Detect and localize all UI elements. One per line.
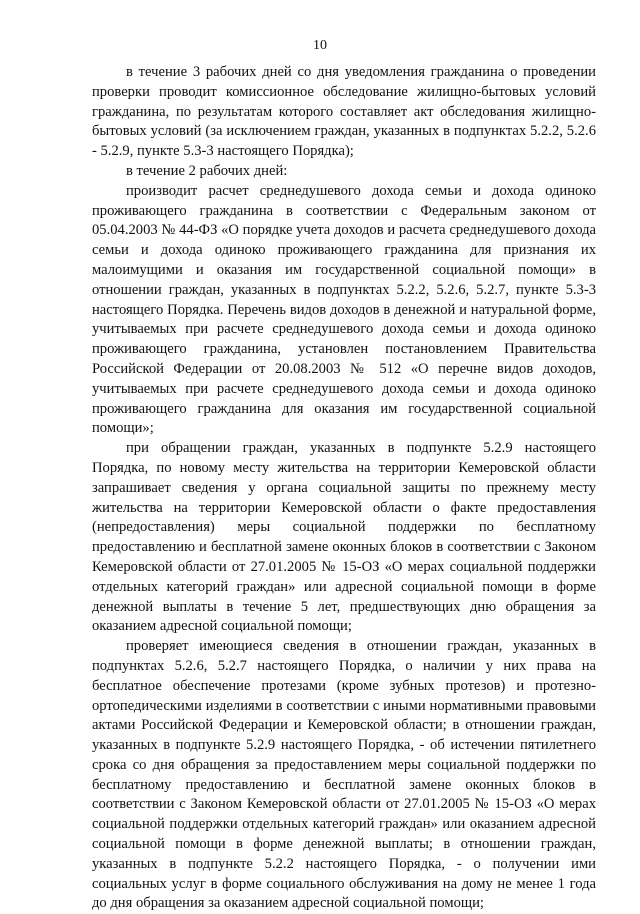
paragraph-verification: проверяет имеющиеся сведения в отношении граждан, указанных в подпунктах 5.2.6, 5.2.7 настоящего Порядка, о наличии у них права на бесплатное обеспечение протезами (кроме зубных протезов) и протезно-ортопедическими изделиями в соответствии с иными нормативными правовыми актами Российской Федерации и Кемеровской области; в отношении граждан, указанных в подпункте 5.2.9 настоящего Порядка, - об истечении пятилетнего срока со дня обращения за предоставлением меры социальной поддержки по бесплатному предоставлению и бесплатной замене оконных блоков в соответствии с Законом Кемеровской области от 27.01.2005 № 15-ОЗ «О мерах социальной поддержки отдельных категорий граждан» или оказанием адресной социальной помощи в форме денежной выплаты; в отношении граждан, указанных в подпункте 5.2.2 настоящего Порядка, - о получении ими социальных услуг в форме социального обслуживания на дому не менее 1 года до дня обращения за оказанием адресной социальной помощи;	[92, 638, 596, 912]
paragraph-request-info: при обращении граждан, указанных в подпункте 5.2.9 настоящего Порядка, по новому месту жительства на территории Кемеровской области запрашивает сведения у органа социальной защиты по прежнему месту жительства на территории Кемеровской области о факте предоставления (непредоставления) меры социальной поддержки по бесплатному предоставлению и бесплатной замене оконных блоков в соответствии с Законом Кемеровской области от 27.01.2005 № 15-ОЗ «О мерах социальной поддержки отдельных категорий граждан» или адресной социальной помощи в форме денежной выплаты в течение 5 лет, предшествующих дню обращения за оказанием адресной социальной помощи;	[92, 440, 596, 635]
paragraph-income-calculation: производит расчет среднедушевого дохода семьи и дохода одиноко проживающего гражданина в соответствии с Федеральным законом от 05.04.2003 № 44-ФЗ «О порядке учета доходов и расчета среднедушевого дохода семьи и дохода одиноко проживающего гражданина для признания их малоимущими и оказания им государственной социальной помощи» в отношении граждан, указанных в подпунктах 5.2.2, 5.2.6, 5.2.7, пункте 5.3-3 настоящего Порядка. Перечень видов доходов в денежной и натуральной форме, учитываемых при расчете среднедушевого дохода семьи и дохода одиноко проживающего гражданина, установлен постановлением Правительства Российской Федерации от 20.08.2003 № 512 «О перечне видов доходов, учитываемых при расчете среднедушевого дохода семьи и дохода одиноко проживающего гражданина для оказания им государственной социальной помощи»;	[92, 182, 596, 437]
page-number: 10	[313, 38, 327, 53]
paragraph-two-days: в течение 2 рабочих дней:	[126, 162, 288, 179]
paragraph-inspection: в течение 3 рабочих дней со дня уведомления гражданина о проведении проверки проводит комиссионное обследование жилищно-бытовых условий гражданина, по результатам которого составляет акт обследования жилищно-бытовых условий (за исключением граждан, указанных в подпунктах 5.2.2, 5.2.6 - 5.2.9, пункте 5.3-3 настоящего Порядка);	[92, 64, 596, 160]
document-body	[92, 63, 596, 914]
